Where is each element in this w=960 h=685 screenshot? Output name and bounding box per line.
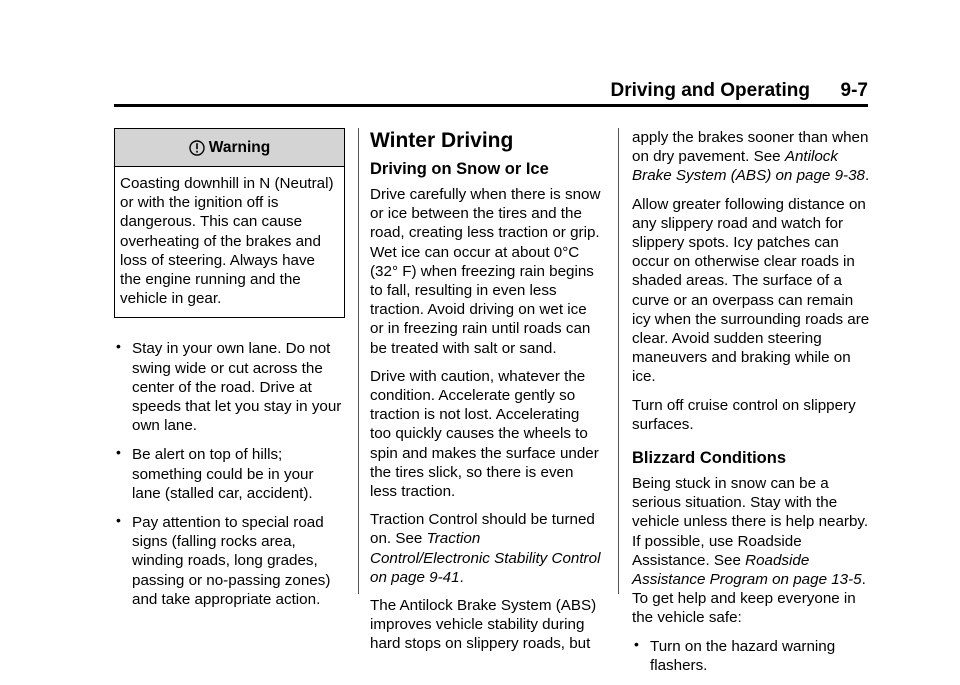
paragraph — [370, 510, 604, 587]
section-title: Driving and Operating — [610, 80, 810, 101]
paragraph — [632, 474, 870, 628]
warning-header — [115, 129, 344, 167]
column-divider — [358, 128, 359, 594]
paragraph — [632, 128, 870, 186]
bullet-list — [632, 637, 870, 675]
list-item: • Turn on the hazard warning flashers. — [632, 637, 870, 675]
warning-icon — [189, 140, 205, 156]
header-rule — [114, 104, 868, 107]
text: Being stuck in snow can be a serious situation. Stay with the vehicle unless there is help nearby. If possible, use Roadside Assistance. See — [632, 475, 869, 569]
warning-box — [114, 128, 345, 318]
column-middle — [370, 128, 604, 663]
warning-title: Warning — [208, 138, 271, 156]
warning-text: Coasting downhill in N (Neutral) or with the ignition off is dangerous. This can cause overheating of the brakes and loss of steering. Always have the engine running and the vehicle in gear. — [120, 175, 334, 308]
paragraph: Allow greater following distance on any slippery road and watch for slippery spots. Icy patches can occur on otherwise clear roads in shaded areas. The surface of a curve or an overpass can remain icy when the surrounding roads are clear. Avoid sudden steering maneuvers and braking while on ice. — [632, 195, 870, 386]
blizzard-heading: Blizzard Conditions — [632, 449, 786, 468]
column-divider — [618, 128, 619, 594]
cross-reference-link[interactable]: Antilock Brake System (ABS) on page 9-38 — [632, 148, 865, 185]
paragraph: Drive carefully when there is snow or ice between the tires and the road, creating less traction or grip. Wet ice can occur at about 0°C (32° F) when freezing rain begins to fall, resulting in even less traction. Avoid driving on wet ice or in freezing rain until roads can be treated with salt or sand. — [370, 186, 601, 357]
page-header — [597, 80, 868, 104]
text: . — [865, 167, 870, 185]
page-number: 9-7 — [840, 80, 868, 101]
winter-driving-heading: Winter Driving — [370, 129, 514, 152]
bullet-list — [114, 339, 346, 609]
text: apply the brakes sooner than when on dry pavement. See — [632, 129, 869, 166]
paragraph: Drive with caution, whatever the condition. Accelerate gently so traction is not lost. Accelerating too quickly causes the wheels to spin and makes the surface under the tires slick, so there is even less traction. — [370, 367, 599, 501]
list-item: • Pay attention to special road signs (falling rocks area, winding roads, long grades, passing or no-passing zones) and take appropriate action. — [114, 513, 346, 609]
text: . To get help and keep everyone in the vehicle safe: — [632, 571, 866, 627]
column-right — [632, 128, 870, 685]
cross-reference-link[interactable]: Roadside Assistance Program on page 13-5 — [632, 551, 862, 589]
cross-reference-link[interactable]: Traction Control/Electronic Stability Control on page 9-41 — [370, 530, 601, 586]
paragraph: Turn off cruise control on slippery surfaces. — [632, 396, 856, 433]
snow-ice-subheading: Driving on Snow or Ice — [370, 160, 549, 178]
list-item: • Stay in your own lane. Do not swing wide or cut across the center of the road. Drive at speeds that let you stay in your own lane. — [114, 339, 346, 435]
text: Traction Control should be turned on. See — [370, 511, 595, 548]
paragraph: The Antilock Brake System (ABS) improves vehicle stability during hard stops on slippery roads, but — [370, 597, 597, 653]
column-left — [114, 128, 346, 619]
list-item: • Be alert on top of hills; something could be in your lane (stalled car, accident). — [114, 445, 346, 503]
text: . — [459, 568, 464, 586]
